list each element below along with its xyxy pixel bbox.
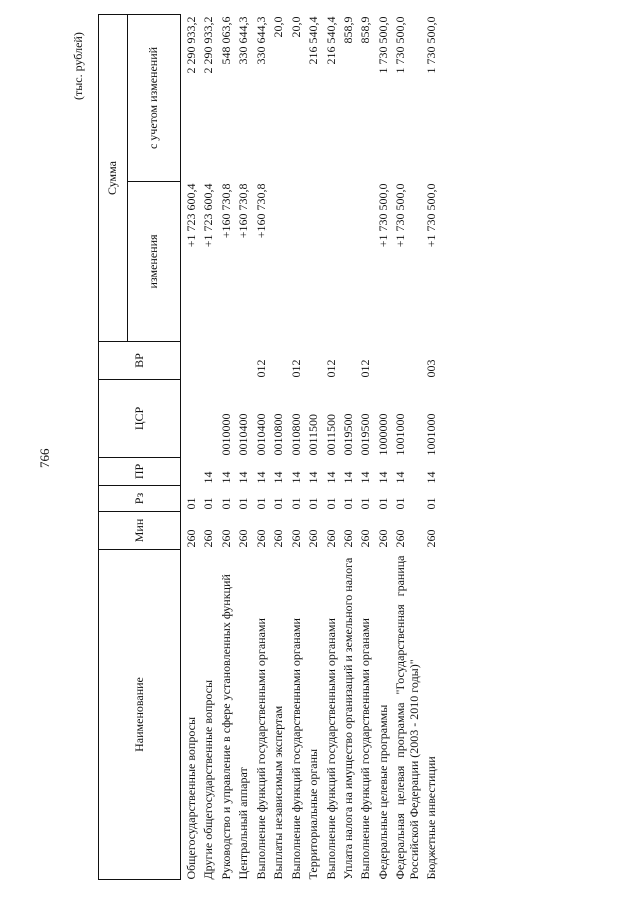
row-csr bbox=[185, 380, 198, 458]
row-rz: 01 bbox=[358, 497, 373, 510]
row-min: 260 bbox=[393, 529, 408, 548]
row-name: Выполнение функций государственными органами bbox=[253, 618, 268, 880]
row-izm bbox=[272, 182, 285, 342]
row-pr: 14 bbox=[288, 471, 303, 484]
header-pr: ПР bbox=[99, 458, 181, 486]
row-pr: 14 bbox=[340, 471, 355, 484]
row-min: 260 bbox=[236, 529, 251, 548]
table-row bbox=[185, 14, 198, 879]
row-min: 260 bbox=[424, 529, 439, 548]
header-csr: ЦСР bbox=[99, 380, 181, 458]
table-row bbox=[272, 14, 285, 879]
budget-table bbox=[98, 14, 443, 880]
header-izm: изменения bbox=[128, 182, 181, 342]
row-s-uchetom: 330 644,3 bbox=[253, 16, 268, 65]
row-csr: 0010400 bbox=[236, 413, 251, 456]
row-csr: 0019500 bbox=[358, 413, 373, 456]
table-row bbox=[394, 14, 421, 879]
table-row bbox=[307, 14, 320, 879]
row-izm: +1 723 600,4 bbox=[184, 183, 198, 248]
row-pr: 14 bbox=[253, 471, 268, 484]
row-name: Федеральные целевые программы bbox=[375, 704, 390, 880]
row-min: 260 bbox=[358, 529, 373, 548]
row-pr bbox=[185, 458, 198, 486]
row-min: 260 bbox=[271, 529, 286, 548]
row-vr bbox=[272, 342, 285, 380]
row-name: Бюджетные инвестиции bbox=[424, 756, 439, 880]
table-row bbox=[377, 14, 390, 879]
row-izm: +1 730 500,0 bbox=[393, 183, 408, 248]
row-izm bbox=[290, 182, 303, 342]
row-vr: 012 bbox=[253, 359, 268, 378]
row-vr: 003 bbox=[424, 359, 439, 378]
row-rz: 01 bbox=[201, 497, 216, 510]
row-pr: 14 bbox=[375, 471, 390, 484]
header-vr: ВР bbox=[99, 342, 181, 380]
row-name: Общегосударственные вопросы bbox=[184, 716, 198, 880]
row-rz: 01 bbox=[306, 497, 321, 510]
row-vr bbox=[185, 342, 198, 380]
row-izm bbox=[325, 182, 338, 342]
row-s-uchetom: 858,9 bbox=[358, 16, 373, 44]
table-row bbox=[342, 14, 355, 879]
row-min: 260 bbox=[184, 529, 198, 548]
row-name: Выполнение функций государственными органами bbox=[288, 618, 303, 880]
row-min: 260 bbox=[253, 529, 268, 548]
row-min: 260 bbox=[218, 529, 233, 548]
row-s-uchetom: 548 063,6 bbox=[218, 16, 233, 65]
row-name: Выполнение функций государственными органами bbox=[358, 618, 373, 880]
row-s-uchetom: 2 290 933,2 bbox=[201, 16, 216, 74]
row-izm: +1 723 600,4 bbox=[201, 183, 216, 248]
row-izm bbox=[342, 182, 355, 342]
row-min: 260 bbox=[323, 529, 338, 548]
row-min: 260 bbox=[288, 529, 303, 548]
row-name: Федеральная целевая программа "Государственная граница Российской Федерации (2003 - 2010 годы)" bbox=[393, 555, 421, 880]
row-pr: 14 bbox=[306, 471, 321, 484]
row-vr: 012 bbox=[288, 359, 303, 378]
row-min: 260 bbox=[375, 529, 390, 548]
row-name: Другие общегосударственные вопросы bbox=[201, 679, 216, 880]
row-csr: 0010000 bbox=[218, 413, 233, 456]
row-pr: 14 bbox=[358, 471, 373, 484]
row-s-uchetom: 20,0 bbox=[271, 16, 286, 38]
page-number: 766 bbox=[37, 448, 52, 468]
row-min: 260 bbox=[201, 529, 216, 548]
row-vr bbox=[342, 342, 355, 380]
row-s-uchetom: 1 730 500,0 bbox=[393, 16, 408, 74]
table-row bbox=[220, 14, 233, 879]
table-header bbox=[99, 14, 181, 879]
row-csr: 1001000 bbox=[424, 413, 439, 456]
row-s-uchetom: 2 290 933,2 bbox=[184, 16, 198, 74]
row-s-uchetom: 1 730 500,0 bbox=[424, 16, 439, 74]
table-row bbox=[359, 14, 372, 879]
row-name: Уплата налога на имущество организаций и земельного налога bbox=[340, 557, 355, 880]
row-izm: +160 730,8 bbox=[236, 183, 251, 239]
row-rz: 01 bbox=[184, 497, 198, 510]
row-min: 260 bbox=[340, 529, 355, 548]
header-min: Мин bbox=[99, 512, 181, 550]
row-name: Территориальные органы bbox=[306, 748, 321, 880]
row-vr bbox=[202, 342, 215, 380]
row-csr: 0010800 bbox=[288, 413, 303, 456]
row-pr: 14 bbox=[201, 471, 216, 484]
row-rz: 01 bbox=[375, 497, 390, 510]
table-row bbox=[425, 14, 438, 879]
row-pr: 14 bbox=[271, 471, 286, 484]
row-csr: 0011500 bbox=[323, 413, 338, 456]
row-pr: 14 bbox=[218, 471, 233, 484]
row-vr bbox=[237, 342, 250, 380]
row-rz: 01 bbox=[253, 497, 268, 510]
row-rz: 01 bbox=[340, 497, 355, 510]
row-vr bbox=[394, 342, 421, 380]
row-izm: +160 730,8 bbox=[218, 183, 233, 239]
units-note: (тыс. рублей) bbox=[71, 32, 85, 100]
row-vr: 012 bbox=[358, 359, 373, 378]
header-rz: Рз bbox=[99, 486, 181, 512]
table-body bbox=[181, 14, 443, 879]
row-rz: 01 bbox=[236, 497, 251, 510]
row-csr: 0010800 bbox=[271, 413, 286, 456]
row-min: 260 bbox=[306, 529, 321, 548]
table-row bbox=[290, 14, 303, 879]
row-pr: 14 bbox=[236, 471, 251, 484]
row-rz: 01 bbox=[288, 497, 303, 510]
table-row bbox=[202, 14, 215, 879]
table-row bbox=[237, 14, 250, 879]
row-rz: 01 bbox=[218, 497, 233, 510]
row-vr bbox=[307, 342, 320, 380]
row-rz: 01 bbox=[323, 497, 338, 510]
row-pr: 14 bbox=[323, 471, 338, 484]
row-vr: 012 bbox=[323, 359, 338, 378]
row-name: Выплаты независимым экспертам bbox=[271, 705, 286, 880]
row-izm bbox=[307, 182, 320, 342]
row-pr: 14 bbox=[424, 471, 439, 484]
row-s-uchetom: 20,0 bbox=[288, 16, 303, 38]
row-izm: +1 730 500,0 bbox=[424, 183, 439, 248]
row-s-uchetom: 858,9 bbox=[340, 16, 355, 44]
row-izm: +160 730,8 bbox=[253, 183, 268, 239]
row-vr bbox=[220, 342, 233, 380]
row-s-uchetom: 216 540,4 bbox=[323, 16, 338, 65]
row-name: Центральный аппарат bbox=[236, 767, 251, 880]
row-csr: 0019500 bbox=[340, 413, 355, 456]
header-name: Наименование bbox=[99, 550, 181, 880]
header-summa: Сумма bbox=[99, 14, 128, 341]
row-csr: 0011500 bbox=[306, 413, 321, 456]
row-rz: 01 bbox=[393, 497, 408, 510]
row-s-uchetom: 1 730 500,0 bbox=[375, 16, 390, 74]
row-izm bbox=[359, 182, 372, 342]
row-rz: 01 bbox=[271, 497, 286, 510]
header-s-uchetom: с учетом изменений bbox=[128, 14, 181, 181]
row-csr: 1000000 bbox=[375, 413, 390, 456]
row-s-uchetom: 330 644,3 bbox=[236, 16, 251, 65]
table-row bbox=[255, 14, 268, 879]
row-izm: +1 730 500,0 bbox=[375, 183, 390, 248]
row-s-uchetom: 216 540,4 bbox=[306, 16, 321, 65]
row-name: Выполнение функций государственными органами bbox=[323, 618, 338, 880]
row-csr bbox=[202, 380, 215, 458]
row-pr: 14 bbox=[393, 471, 408, 484]
row-csr: 0010400 bbox=[253, 413, 268, 456]
row-rz: 01 bbox=[424, 497, 439, 510]
table-row bbox=[325, 14, 338, 879]
row-name: Руководство и управление в сфере установленных функций bbox=[218, 574, 233, 880]
row-vr bbox=[377, 342, 390, 380]
row-csr: 1001000 bbox=[393, 413, 408, 456]
